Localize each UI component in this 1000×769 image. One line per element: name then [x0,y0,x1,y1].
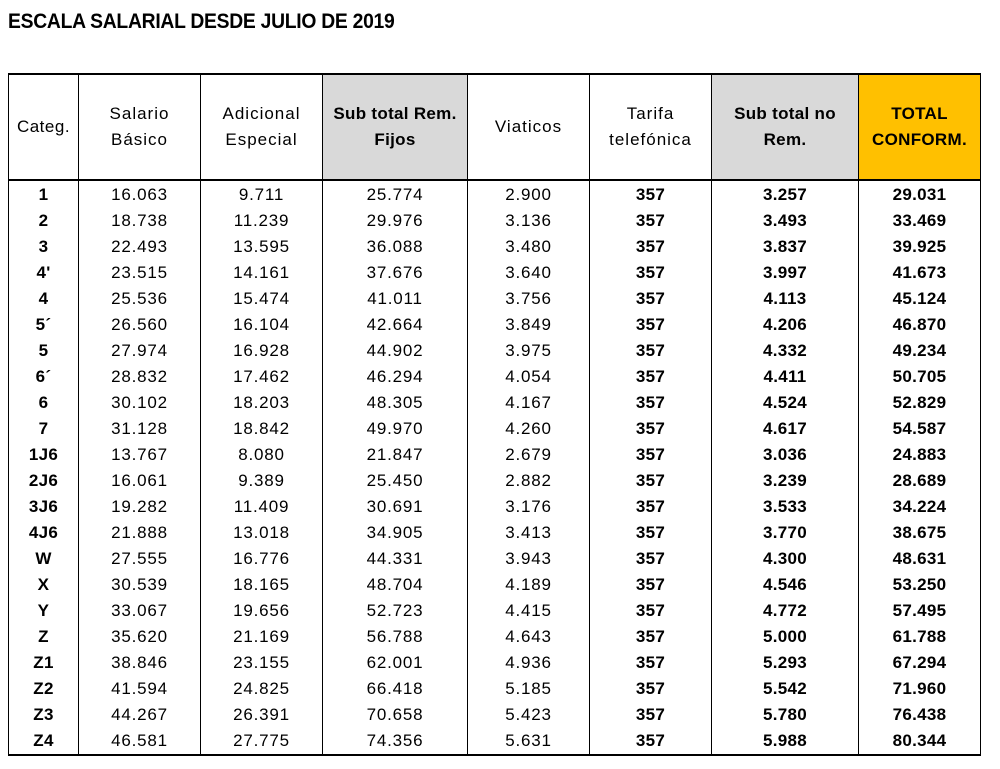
cell-subtotal-fixed: 56.788 [323,624,468,650]
cell-subtotal-fixed: 25.450 [323,468,468,494]
table-row [9,234,981,260]
cell-category: 4 [9,286,79,312]
cell-subtotal-non-rem: 4.772 [712,598,859,624]
cell-subtotal-non-rem: 3.533 [712,494,859,520]
cell-basic-salary: 22.493 [79,234,201,260]
cell-subtotal-non-rem: 4.300 [712,546,859,572]
cell-travel-allowance: 4.260 [468,416,590,442]
cell-basic-salary: 41.594 [79,676,201,702]
cell-basic-salary: 44.267 [79,702,201,728]
cell-category: 7 [9,416,79,442]
cell-travel-allowance: 3.640 [468,260,590,286]
cell-basic-salary: 25.536 [79,286,201,312]
cell-travel-allowance: 4.054 [468,364,590,390]
cell-special-additional: 11.239 [201,208,323,234]
cell-total: 50.705 [859,364,981,390]
cell-basic-salary: 33.067 [79,598,201,624]
cell-phone-rate: 357 [590,416,712,442]
cell-category: 3J6 [9,494,79,520]
cell-phone-rate: 357 [590,286,712,312]
cell-total: 76.438 [859,702,981,728]
cell-basic-salary: 23.515 [79,260,201,286]
cell-total: 80.344 [859,728,981,755]
cell-basic-salary: 28.832 [79,364,201,390]
cell-category: W [9,546,79,572]
cell-subtotal-fixed: 29.976 [323,208,468,234]
table-row [9,286,981,312]
cell-special-additional: 24.825 [201,676,323,702]
cell-phone-rate: 357 [590,494,712,520]
table-row [9,728,981,755]
header-subtotal-fixed: Sub total Rem. Fijos [323,74,468,180]
table-row [9,676,981,702]
cell-subtotal-fixed: 42.664 [323,312,468,338]
cell-special-additional: 23.155 [201,650,323,676]
cell-travel-allowance: 2.882 [468,468,590,494]
cell-subtotal-non-rem: 3.036 [712,442,859,468]
header-category: Categ. [9,74,79,180]
cell-total: 48.631 [859,546,981,572]
table-body [9,180,981,755]
cell-category: 5´ [9,312,79,338]
cell-phone-rate: 357 [590,676,712,702]
cell-total: 46.870 [859,312,981,338]
cell-category: Z3 [9,702,79,728]
cell-category: 4J6 [9,520,79,546]
cell-total: 33.469 [859,208,981,234]
table-row [9,364,981,390]
cell-subtotal-fixed: 41.011 [323,286,468,312]
cell-category: 1J6 [9,442,79,468]
cell-subtotal-fixed: 34.905 [323,520,468,546]
cell-subtotal-non-rem: 3.837 [712,234,859,260]
cell-basic-salary: 30.539 [79,572,201,598]
cell-subtotal-non-rem: 5.542 [712,676,859,702]
header-total: TOTAL CONFORM. [859,74,981,180]
cell-travel-allowance: 3.480 [468,234,590,260]
header-row [9,74,981,180]
cell-category: Z2 [9,676,79,702]
cell-subtotal-non-rem: 4.524 [712,390,859,416]
cell-special-additional: 13.018 [201,520,323,546]
cell-phone-rate: 357 [590,234,712,260]
cell-category: 2J6 [9,468,79,494]
cell-travel-allowance: 4.189 [468,572,590,598]
cell-total: 54.587 [859,416,981,442]
table-row [9,260,981,286]
cell-basic-salary: 35.620 [79,624,201,650]
cell-basic-salary: 18.738 [79,208,201,234]
cell-subtotal-non-rem: 3.770 [712,520,859,546]
cell-special-additional: 18.842 [201,416,323,442]
cell-phone-rate: 357 [590,364,712,390]
cell-subtotal-fixed: 48.704 [323,572,468,598]
cell-phone-rate: 357 [590,468,712,494]
cell-phone-rate: 357 [590,624,712,650]
cell-basic-salary: 26.560 [79,312,201,338]
cell-subtotal-fixed: 52.723 [323,598,468,624]
cell-total: 41.673 [859,260,981,286]
cell-travel-allowance: 4.415 [468,598,590,624]
cell-special-additional: 9.711 [201,180,323,208]
table-row [9,180,981,208]
cell-travel-allowance: 5.185 [468,676,590,702]
salary-scale-table [8,73,981,756]
cell-phone-rate: 357 [590,702,712,728]
cell-subtotal-fixed: 44.902 [323,338,468,364]
header-basic-salary: Salario Básico [79,74,201,180]
cell-subtotal-non-rem: 3.239 [712,468,859,494]
table-row [9,338,981,364]
page-title: ESCALA SALARIAL DESDE JULIO DE 2019 [8,10,395,33]
cell-special-additional: 13.595 [201,234,323,260]
table-row [9,312,981,338]
cell-phone-rate: 357 [590,520,712,546]
cell-basic-salary: 30.102 [79,390,201,416]
cell-travel-allowance: 2.900 [468,180,590,208]
cell-subtotal-non-rem: 4.332 [712,338,859,364]
cell-total: 39.925 [859,234,981,260]
table-row [9,650,981,676]
cell-subtotal-fixed: 37.676 [323,260,468,286]
cell-subtotal-non-rem: 3.493 [712,208,859,234]
cell-phone-rate: 357 [590,208,712,234]
cell-basic-salary: 16.063 [79,180,201,208]
header-phone-rate: Tarifa telefónica [590,74,712,180]
cell-basic-salary: 13.767 [79,442,201,468]
cell-travel-allowance: 3.849 [468,312,590,338]
cell-special-additional: 26.391 [201,702,323,728]
cell-total: 49.234 [859,338,981,364]
cell-travel-allowance: 4.936 [468,650,590,676]
cell-special-additional: 18.165 [201,572,323,598]
cell-subtotal-fixed: 48.305 [323,390,468,416]
cell-special-additional: 17.462 [201,364,323,390]
cell-total: 53.250 [859,572,981,598]
cell-category: 5 [9,338,79,364]
cell-category: 6´ [9,364,79,390]
cell-phone-rate: 357 [590,390,712,416]
table-row [9,442,981,468]
cell-category: 4' [9,260,79,286]
table-row [9,702,981,728]
cell-total: 29.031 [859,180,981,208]
cell-total: 52.829 [859,390,981,416]
cell-special-additional: 16.776 [201,546,323,572]
cell-total: 67.294 [859,650,981,676]
cell-phone-rate: 357 [590,442,712,468]
cell-basic-salary: 16.061 [79,468,201,494]
cell-subtotal-fixed: 49.970 [323,416,468,442]
cell-travel-allowance: 5.423 [468,702,590,728]
cell-phone-rate: 357 [590,180,712,208]
cell-special-additional: 9.389 [201,468,323,494]
table-row [9,598,981,624]
cell-travel-allowance: 3.413 [468,520,590,546]
cell-total: 57.495 [859,598,981,624]
cell-total: 24.883 [859,442,981,468]
cell-subtotal-non-rem: 5.988 [712,728,859,755]
table-row [9,390,981,416]
cell-travel-allowance: 5.631 [468,728,590,755]
cell-subtotal-fixed: 44.331 [323,546,468,572]
cell-special-additional: 11.409 [201,494,323,520]
cell-subtotal-fixed: 62.001 [323,650,468,676]
cell-subtotal-fixed: 36.088 [323,234,468,260]
cell-basic-salary: 38.846 [79,650,201,676]
cell-travel-allowance: 4.167 [468,390,590,416]
cell-special-additional: 8.080 [201,442,323,468]
cell-special-additional: 19.656 [201,598,323,624]
cell-basic-salary: 27.555 [79,546,201,572]
cell-subtotal-fixed: 74.356 [323,728,468,755]
cell-special-additional: 16.104 [201,312,323,338]
table-row [9,520,981,546]
cell-special-additional: 21.169 [201,624,323,650]
cell-subtotal-non-rem: 4.206 [712,312,859,338]
cell-category: Y [9,598,79,624]
cell-total: 45.124 [859,286,981,312]
cell-total: 61.788 [859,624,981,650]
cell-special-additional: 15.474 [201,286,323,312]
table-row [9,624,981,650]
cell-subtotal-non-rem: 4.617 [712,416,859,442]
cell-phone-rate: 357 [590,260,712,286]
cell-total: 34.224 [859,494,981,520]
table-row [9,416,981,442]
table-row [9,208,981,234]
cell-subtotal-non-rem: 5.780 [712,702,859,728]
cell-subtotal-fixed: 66.418 [323,676,468,702]
cell-travel-allowance: 3.176 [468,494,590,520]
cell-travel-allowance: 3.756 [468,286,590,312]
cell-special-additional: 27.775 [201,728,323,755]
cell-phone-rate: 357 [590,312,712,338]
cell-subtotal-non-rem: 4.546 [712,572,859,598]
cell-subtotal-non-rem: 3.257 [712,180,859,208]
cell-total: 38.675 [859,520,981,546]
cell-total: 71.960 [859,676,981,702]
cell-category: 2 [9,208,79,234]
cell-subtotal-non-rem: 4.113 [712,286,859,312]
cell-category: X [9,572,79,598]
cell-travel-allowance: 2.679 [468,442,590,468]
header-subtotal-non-rem: Sub total no Rem. [712,74,859,180]
cell-subtotal-fixed: 30.691 [323,494,468,520]
cell-phone-rate: 357 [590,338,712,364]
cell-travel-allowance: 4.643 [468,624,590,650]
cell-special-additional: 18.203 [201,390,323,416]
cell-category: Z1 [9,650,79,676]
cell-special-additional: 14.161 [201,260,323,286]
table-row [9,494,981,520]
cell-category: 6 [9,390,79,416]
cell-subtotal-non-rem: 3.997 [712,260,859,286]
cell-travel-allowance: 3.136 [468,208,590,234]
cell-phone-rate: 357 [590,728,712,755]
cell-phone-rate: 357 [590,598,712,624]
cell-category: 3 [9,234,79,260]
cell-subtotal-fixed: 21.847 [323,442,468,468]
cell-basic-salary: 19.282 [79,494,201,520]
cell-basic-salary: 31.128 [79,416,201,442]
header-travel-allowance: Viaticos [468,74,590,180]
cell-category: Z [9,624,79,650]
cell-basic-salary: 46.581 [79,728,201,755]
cell-phone-rate: 357 [590,572,712,598]
cell-travel-allowance: 3.975 [468,338,590,364]
cell-subtotal-fixed: 70.658 [323,702,468,728]
cell-basic-salary: 27.974 [79,338,201,364]
cell-special-additional: 16.928 [201,338,323,364]
cell-travel-allowance: 3.943 [468,546,590,572]
table-row [9,572,981,598]
cell-category: Z4 [9,728,79,755]
cell-total: 28.689 [859,468,981,494]
table-row [9,546,981,572]
cell-subtotal-fixed: 46.294 [323,364,468,390]
cell-phone-rate: 357 [590,546,712,572]
cell-subtotal-non-rem: 4.411 [712,364,859,390]
cell-category: 1 [9,180,79,208]
cell-basic-salary: 21.888 [79,520,201,546]
cell-subtotal-non-rem: 5.293 [712,650,859,676]
cell-phone-rate: 357 [590,650,712,676]
header-special-additional: Adicional Especial [201,74,323,180]
cell-subtotal-fixed: 25.774 [323,180,468,208]
cell-subtotal-non-rem: 5.000 [712,624,859,650]
table-row [9,468,981,494]
